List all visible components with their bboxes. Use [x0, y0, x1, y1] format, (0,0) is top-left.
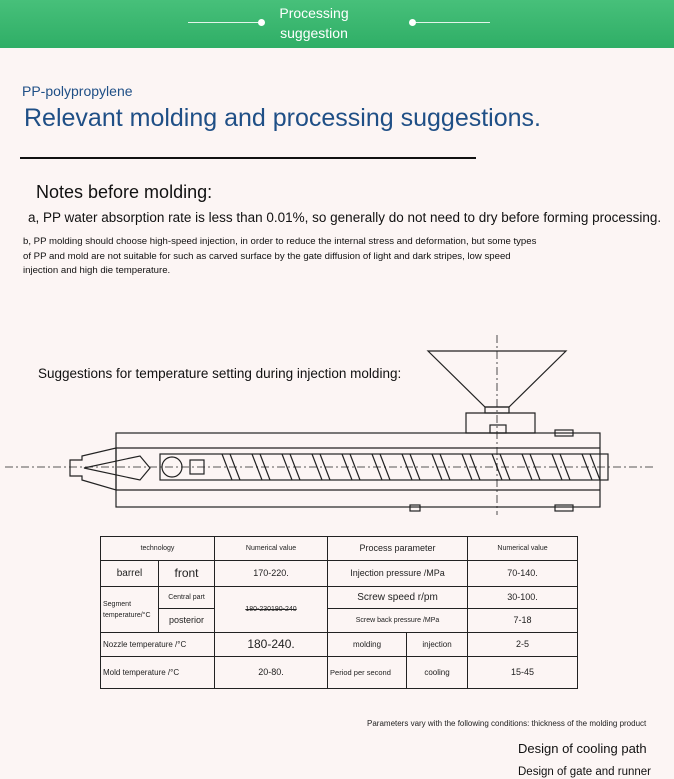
note-a: a, PP water absorption rate is less than 0.01%, so generally do not need to dry before forming processing. — [28, 210, 662, 225]
cell-injection: injection — [407, 633, 468, 657]
table-row — [101, 633, 578, 657]
table-row — [101, 561, 578, 587]
table-row — [101, 657, 578, 689]
table-row — [101, 587, 578, 609]
header-left-line — [188, 22, 260, 23]
cell-cooling: cooling — [407, 657, 468, 689]
temperature-heading: Suggestions for temperature setting during injection molding: — [38, 366, 402, 381]
cell-central-value: 180-230190-240 — [215, 587, 328, 633]
note-b: b, PP molding should choose high-speed injection, in order to reduce the internal stress and deformation, but some types of PP and mold are not suitable for such as carved surface by the gate diffusion of light and dark stripes, low speed injection and high die temperature. — [23, 236, 537, 276]
cell-screw-back-pressure: Screw back pressure /MPa — [328, 609, 468, 633]
section-header-bar — [0, 0, 674, 48]
cell-posterior: posterior — [159, 609, 215, 633]
material-category: PP-polypropylene — [22, 83, 133, 99]
page-title: Relevant molding and processing suggestions. — [24, 104, 541, 132]
header-technology: technology — [101, 537, 215, 561]
processing-parameter-table — [100, 536, 578, 689]
hopper-feed — [466, 413, 535, 433]
cell-nozzle-temperature: Nozzle temperature /°C — [101, 633, 215, 657]
header-numerical-value-1: Numerical value — [215, 537, 328, 561]
cell-cooling-value: 15-45 — [468, 657, 578, 689]
cell-injection-pressure: Injection pressure /MPa — [328, 561, 468, 587]
cell-barrel: barrel — [101, 561, 159, 587]
header-title — [264, 3, 364, 43]
injection-machine-diagram — [0, 330, 674, 520]
cell-front-value: 170-220. — [215, 561, 328, 587]
parameters-footnote: Parameters vary with the following conditions: thickness of the molding product — [367, 719, 647, 728]
nozzle — [70, 448, 116, 490]
header-process-parameter: Process parameter — [328, 537, 468, 561]
header-title-line1: Processing — [279, 5, 349, 21]
cell-mold-temperature: Mold temperature /°C — [101, 657, 215, 689]
cell-screw-speed-value: 30-100. — [468, 587, 578, 609]
cell-period-per-second: Period per second — [328, 657, 407, 689]
cell-screw-back-pressure-value: 7-18 — [468, 609, 578, 633]
cell-screw-speed: Screw speed r/pm — [328, 587, 468, 609]
cell-injection-pressure-value: 70-140. — [468, 561, 578, 587]
cell-central-part: Central part — [159, 587, 215, 609]
cell-front: front — [159, 561, 215, 587]
cooling-path-heading: Design of cooling path — [518, 741, 647, 756]
gate-runner-heading: Design of gate and runner — [518, 766, 651, 778]
table-row — [101, 537, 578, 561]
cell-molding: molding — [328, 633, 407, 657]
barrel-body — [116, 433, 600, 507]
cell-segment-temperature: Segment temperature/°C — [101, 587, 159, 633]
header-title-line2: suggestion — [280, 25, 348, 41]
cell-injection-value: 2-5 — [468, 633, 578, 657]
table-row — [101, 609, 578, 633]
notes-heading: Notes before molding: — [36, 182, 213, 202]
header-right-line — [414, 22, 490, 23]
header-numerical-value-2: Numerical value — [468, 537, 578, 561]
cell-nozzle-value: 180-240. — [215, 633, 328, 657]
cell-mold-value: 20-80. — [215, 657, 328, 689]
title-divider — [20, 157, 476, 159]
